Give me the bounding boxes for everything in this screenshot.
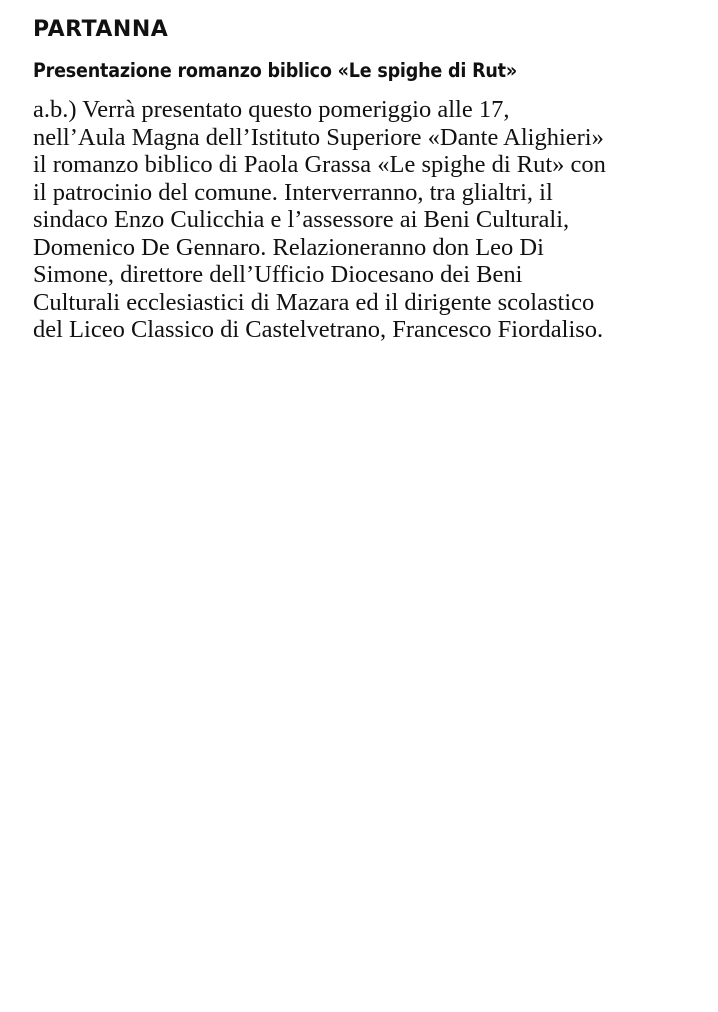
body-line: Domenico De Gennaro. Relazioneranno don Leo Di xyxy=(33,233,544,261)
body-line: nell’Aula Magna dell’Istituto Superiore «Dante Alighieri» xyxy=(33,123,604,151)
body-line: il patrocinio del comune. Interverranno, tra glialtri, il xyxy=(33,178,553,206)
article-headline: Presentazione romanzo biblico «Le spighe di Rut» xyxy=(33,59,517,82)
article-kicker: PARTANNA xyxy=(33,17,169,42)
body-line: il romanzo biblico di Paola Grassa «Le spighe di Rut» con xyxy=(33,151,606,178)
article-body xyxy=(33,96,693,344)
body-line: del Liceo Classico di Castelvetrano, Francesco Fiordaliso. xyxy=(33,316,604,343)
article xyxy=(33,16,693,344)
body-line: sindaco Enzo Culicchia e l’assessore ai Beni Culturali, xyxy=(33,206,570,233)
body-line: a.b.) Verrà presentato questo pomeriggio alle 17, xyxy=(33,96,510,123)
body-line: Simone, direttore dell’Ufficio Diocesano dei Beni xyxy=(33,261,523,288)
body-line: Culturali ecclesiastici di Mazara ed il dirigente scolastico xyxy=(33,288,595,316)
